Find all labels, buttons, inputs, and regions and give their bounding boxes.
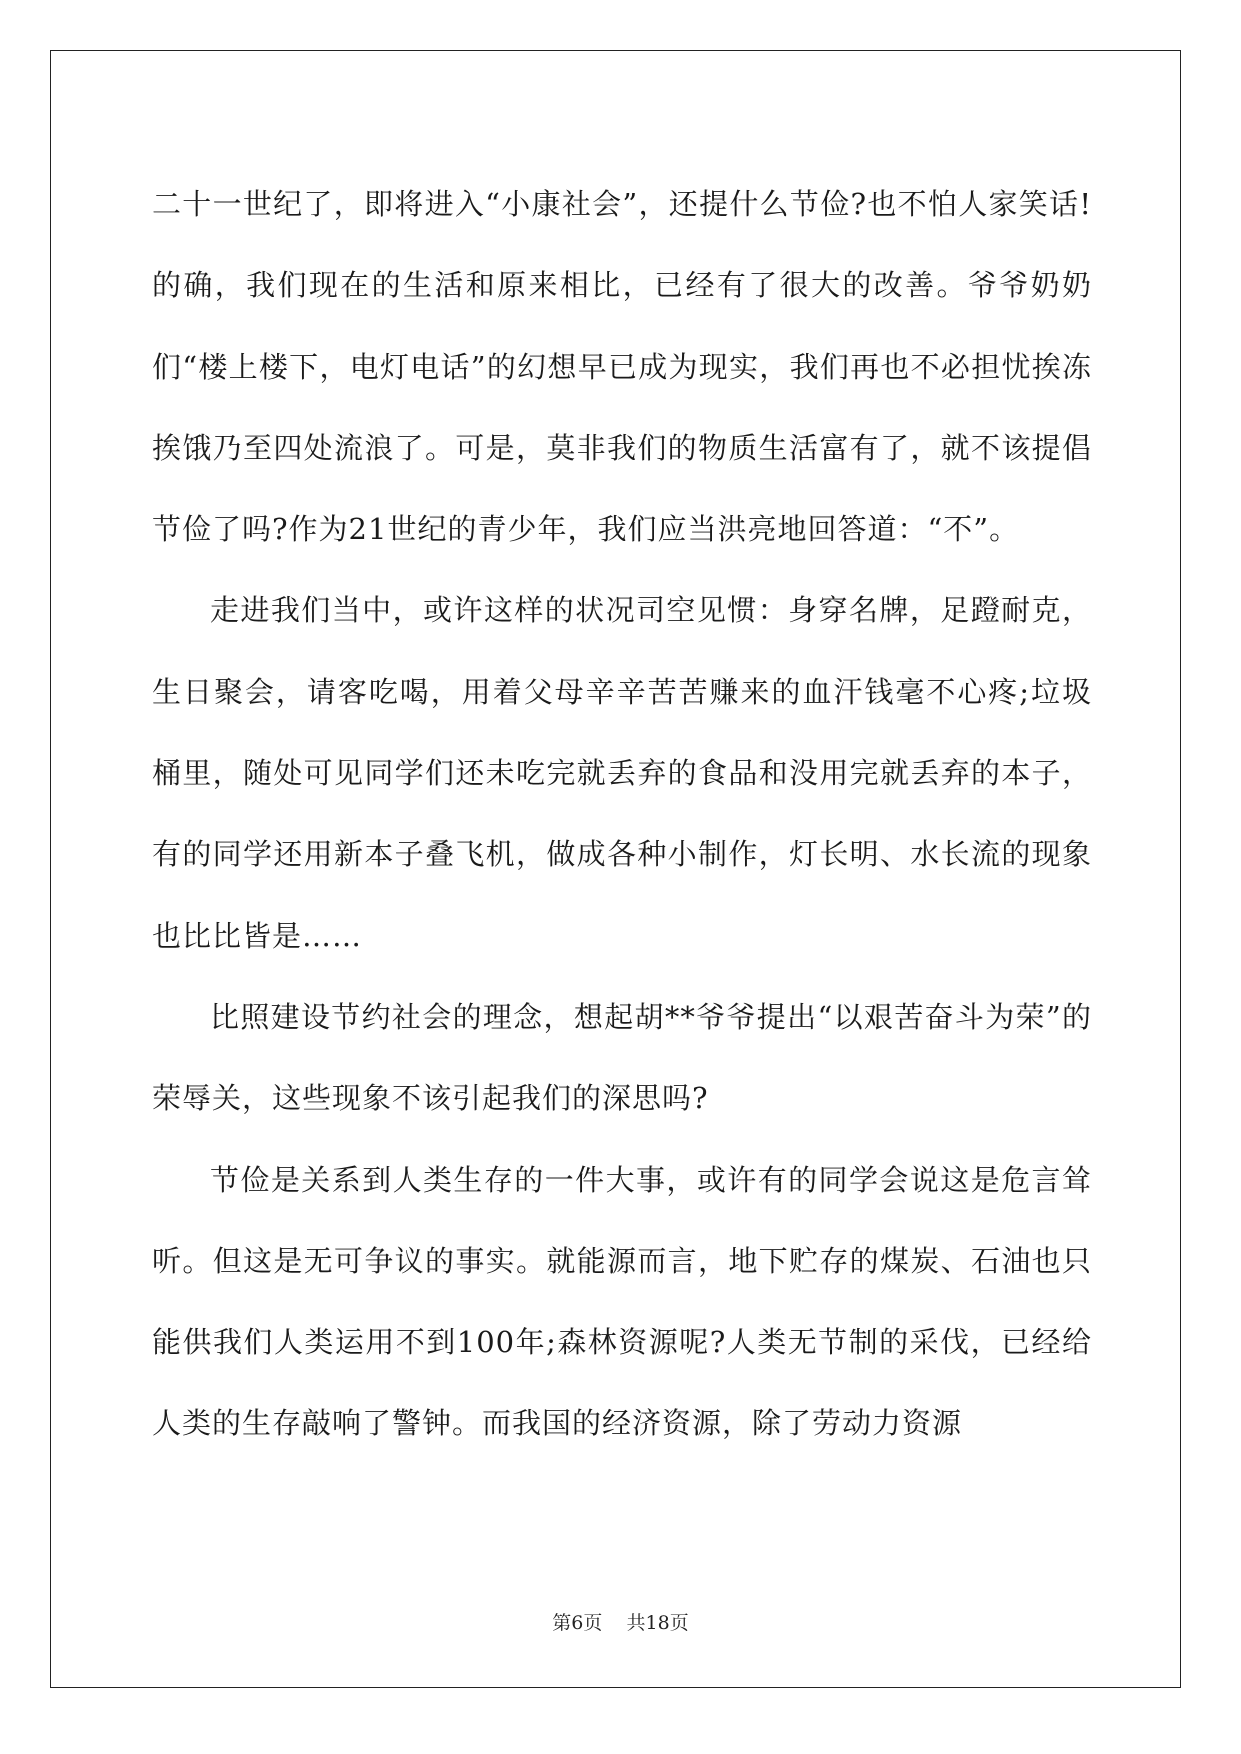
page-number: 第6页 — [552, 1612, 603, 1634]
paragraph-2: 走进我们当中，或许这样的状况司空见惯：身穿名牌，足蹬耐克，生日聚会，请客吃喝，用着父母辛辛苦苦赚来的血汗钱毫不心疼;垃圾桶里，随处可见同学们还未吃完就丢弃的食品和没用完就丢弃的本子，有的同学还用新本子叠飞机，做成各种小制作，灯长明、水长流的现象也比比皆是…… — [152, 593, 1092, 953]
document-body — [152, 164, 1092, 1465]
page-total: 共18页 — [626, 1612, 689, 1634]
paragraph-3: 比照建设节约社会的理念，想起胡**爷爷提出“以艰苦奋斗为荣”的荣辱关，这些现象不该引起我们的深思吗? — [152, 999, 1092, 1116]
paragraph-1: 二十一世纪了，即将进入“小康社会”，还提什么节俭?也不怕人家笑话!的确，我们现在的生活和原来相比，已经有了很大的改善。爷爷奶奶们“楼上楼下，电灯电话”的幻想早已成为现实，我们再也不必担忧挨冻挨饿乃至四处流浪了。可是，莫非我们的物质生活富有了，就不该提倡节俭了吗?作为21世纪的青少年，我们应当洪亮地回答道：“不”。 — [152, 187, 1092, 547]
page-footer — [0, 1611, 1241, 1635]
paragraph-4: 节俭是关系到人类生存的一件大事，或许有的同学会说这是危言耸听。但这是无可争议的事实。就能源而言，地下贮存的煤炭、石油也只能供我们人类运用不到100年;森林资源呢?人类无节制的采伐，已经给人类的生存敲响了警钟。而我国的经济资源，除了劳动力资源 — [152, 1162, 1092, 1441]
